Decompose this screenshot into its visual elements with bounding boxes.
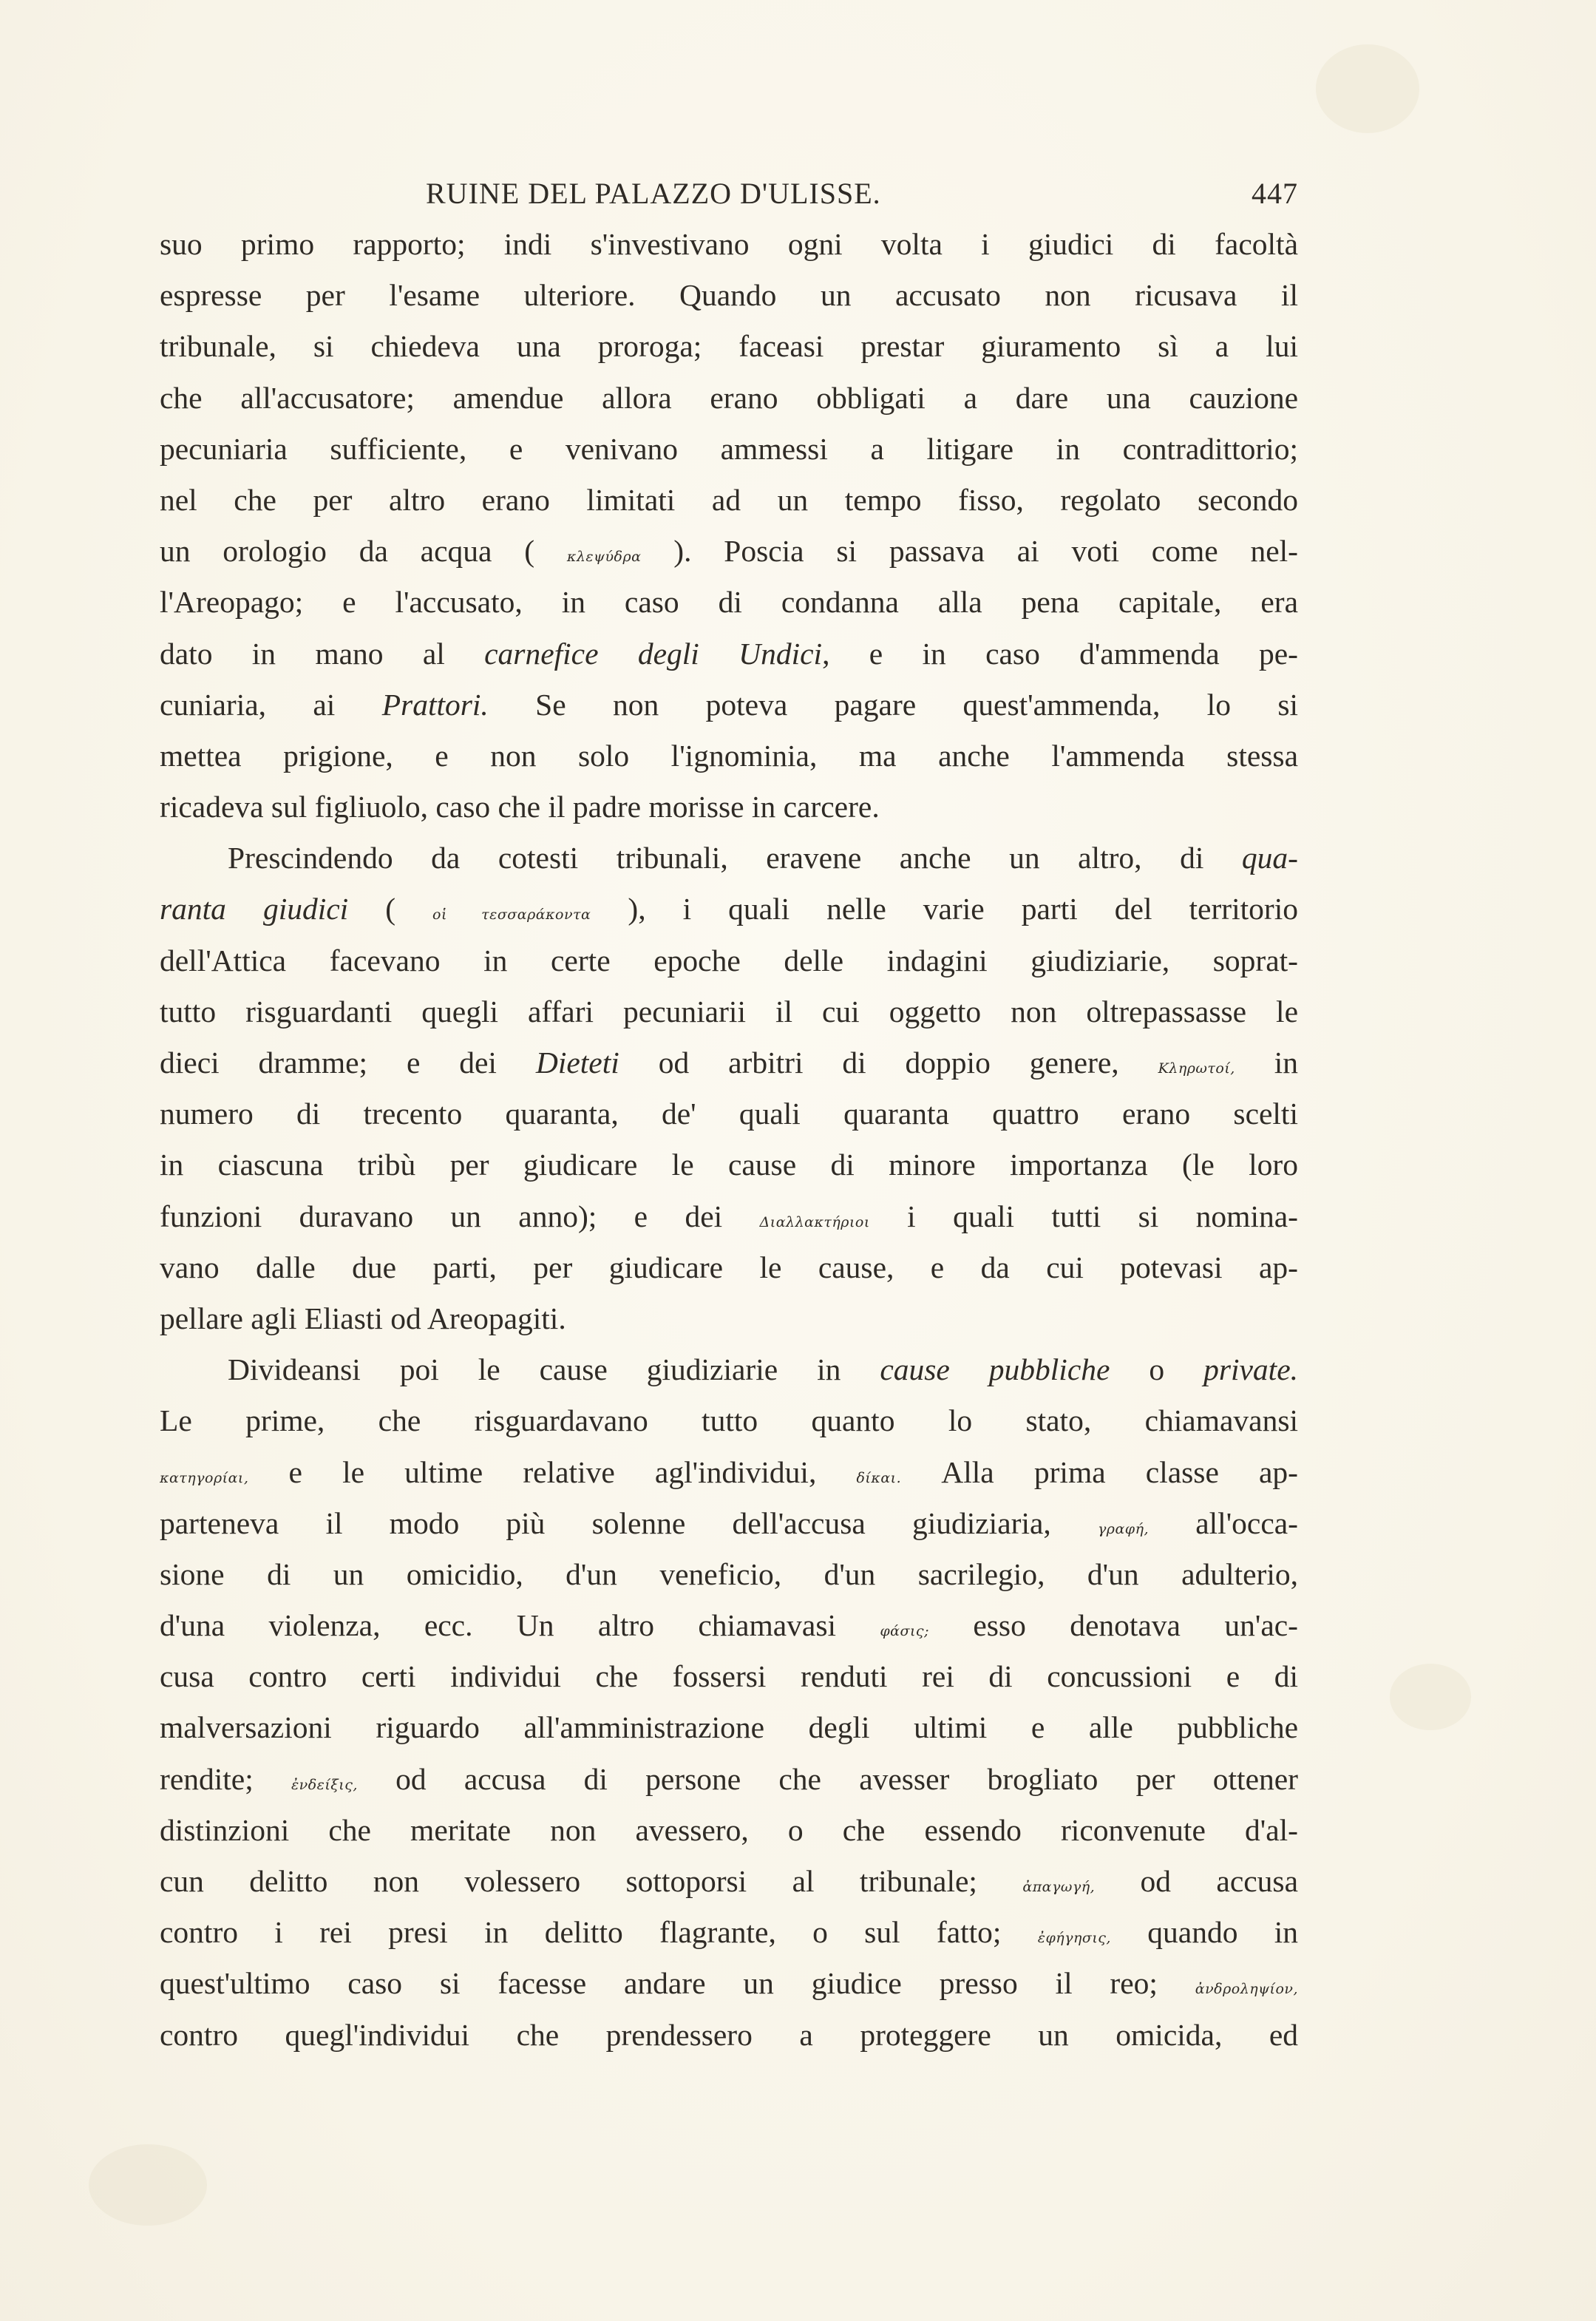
text-line [160,270,1298,321]
text-run: cuniaria, ai [160,687,382,722]
text-run: funzioni duravano un anno); e dei [160,1199,760,1233]
text-run: e le ultime relative agl'individui, [248,1454,857,1489]
text-run: in [1235,1046,1298,1080]
text-run: pecuniaria sufficiente, e venivano ammessi a litigare in contradittorio; [160,431,1298,466]
text-line [160,1856,1298,1907]
text-run: cusa contro certi individui che fossersi renduti rei di concussioni e di [160,1659,1298,1694]
paper-stain [89,2144,207,2226]
text-run: dato in mano al [160,636,485,671]
body-text [160,219,1298,2061]
paper-stain [1390,1664,1471,1730]
paper-stain [1316,44,1419,133]
text-line [160,935,1298,986]
greek-term: φάσις; [880,1623,929,1640]
text-line [160,628,1298,680]
text-run: distinzioni che meritate non avessero, o che essendo riconvenute d'al- [160,1812,1298,1847]
text-line [160,833,1298,884]
text-run: Divideansi poi le cause giudiziarie in [228,1352,880,1387]
text-run: ), i quali nelle varie parti del territorio [591,892,1298,926]
text-line [160,1958,1298,2009]
text-run: Alla prima classe ap- [901,1454,1298,1489]
text-line [160,884,1298,935]
text-line [160,1549,1298,1600]
text-line [160,731,1298,782]
text-line [160,1754,1298,1805]
greek-term: δίκαι. [856,1469,902,1486]
text-line [160,373,1298,424]
text-line [160,1805,1298,1856]
text-line [160,1037,1298,1088]
text-line [160,1600,1298,1651]
text-run: quando in [1110,1915,1298,1950]
text-run: o [1110,1352,1204,1387]
italic-text: ranta giudici [160,892,349,926]
text-line [160,2010,1298,2061]
text-run: Prescindendo da cotesti tribunali, eravene anche un altro, di [228,841,1242,875]
greek-term: ἐνδείξις, [291,1776,358,1793]
greek-term: οἱ τεσσαράκοντα [432,907,591,924]
text-run: od accusa di persone che avesser brogliato per ottener [357,1761,1298,1796]
greek-term: Κληρωτοί, [1158,1060,1235,1077]
text-run: Le prime, che risguardavano tutto quanto lo stato, chiamavansi [160,1403,1298,1438]
greek-term: Διαλλακτήριοι [759,1213,870,1230]
text-line [160,1088,1298,1139]
italic-text: qua- [1241,841,1298,875]
text-run: dell'Attica facevano in certe epoche delle indagini giudiziarie, soprat- [160,943,1298,977]
text-line [160,475,1298,526]
text-run: esso denotava un'ac- [928,1608,1298,1643]
text-line [160,526,1298,577]
text-run: parteneva il modo più solenne dell'accusa giudiziaria, [160,1505,1098,1540]
text-run: espresse per l'esame ulteriore. Quando un accusato non ricusava il [160,278,1298,313]
page-header [160,172,1298,216]
text-run: rendite; [160,1761,291,1796]
text-run: tutto risguardanti quegli affari pecuniarii il cui oggetto non oltrepassasse le [160,994,1298,1029]
italic-text: private. [1203,1352,1298,1387]
text-line [160,1702,1298,1753]
text-run: d'una violenza, ecc. Un altro chiamavasi [160,1608,880,1643]
text-line [160,1447,1298,1498]
text-run: ). Poscia si passava ai voti come nel- [641,534,1298,569]
text-run: l'Areopago; e l'accusato, in caso di condanna alla pena capitale, era [160,585,1298,620]
text-run: Se non poteva pagare quest'ammenda, lo si [488,687,1298,722]
text-run: quest'ultimo caso si facesse andare un giudice presso il reo; [160,1966,1195,2001]
text-run: i quali tutti si nomina- [869,1199,1298,1233]
text-run: tribunale, si chiedeva una proroga; faceasi prestar giuramento sì a lui [160,329,1298,364]
text-run: sione di un omicidio, d'un veneficio, d'un sacrilegio, d'un adulterio, [160,1556,1298,1591]
italic-text: Dieteti [535,1046,619,1080]
text-run: in ciascuna tribù per giudicare le cause di minore importanza (le loro [160,1148,1298,1182]
greek-term: ἀνδροληψίον, [1195,1981,1298,1998]
text-run: cun delitto non volessero sottoporsi al tribunale; [160,1864,1023,1898]
text-line [160,1498,1298,1549]
text-line [160,219,1298,270]
text-line [160,1907,1298,1958]
text-run: malversazioni riguardo all'amministrazione degli ultimi e alle pubbliche [160,1710,1298,1745]
text-line [160,424,1298,475]
text-line [160,1293,1298,1344]
text-line [160,986,1298,1037]
text-run: contro i rei presi in delitto flagrante, o sul fatto; [160,1915,1038,1950]
text-line [160,782,1298,833]
italic-text: carnefice degli Undici [484,636,823,671]
text-run: vano dalle due parti, per giudicare le cause, e da cui potevasi ap- [160,1250,1298,1284]
text-line [160,680,1298,731]
text-line [160,1191,1298,1242]
text-run: suo primo rapporto; indi s'investivano ogni volta i giudici di facoltà [160,227,1298,261]
text-run: od accusa [1095,1864,1298,1898]
text-run: dieci dramme; e dei [160,1046,536,1080]
italic-text: Prattori. [381,687,489,722]
running-title: RUINE DEL PALAZZO D'ULISSE. [426,177,881,210]
text-run: ricadeva sul figliuolo, caso che il padre morisse in carcere. [160,790,880,824]
text-run: , e in caso d'ammenda pe- [822,636,1298,671]
text-run: nel che per altro erano limitati ad un tempo fisso, regolato secondo [160,482,1298,517]
text-run: mettea prigione, e non solo l'ignominia, ma anche l'ammenda stessa [160,738,1298,773]
greek-term: γραφή, [1097,1520,1150,1537]
greek-term: ἀπαγωγή, [1022,1879,1096,1895]
text-run: numero di trecento quaranta, de' quali quaranta quattro erano scelti [160,1097,1298,1131]
text-run: pellare agli Eliasti od Areopagiti. [160,1301,566,1335]
text-run: od arbitri di doppio genere, [619,1046,1158,1080]
text-line [160,1242,1298,1293]
text-line [160,1651,1298,1702]
text-run: ( [348,892,433,926]
greek-term: κατηγορίαι, [160,1469,249,1486]
text-line [160,1344,1298,1395]
text-line [160,577,1298,628]
text-line [160,1139,1298,1190]
italic-text: cause pubbliche [880,1352,1110,1387]
text-line [160,1395,1298,1446]
text-run: che all'accusatore; amendue allora erano obbligati a dare una cauzione [160,380,1298,415]
text-run: un orologio da acqua ( [160,534,567,569]
text-run: all'occa- [1149,1505,1298,1540]
text-line [160,321,1298,372]
greek-term: κλεψύδρα [566,549,642,566]
greek-term: ἐφήγησις, [1037,1930,1111,1947]
text-run: contro quegl'individui che prendessero a proteggere un omicida, ed [160,2017,1298,2052]
page-number: 447 [1252,177,1298,210]
